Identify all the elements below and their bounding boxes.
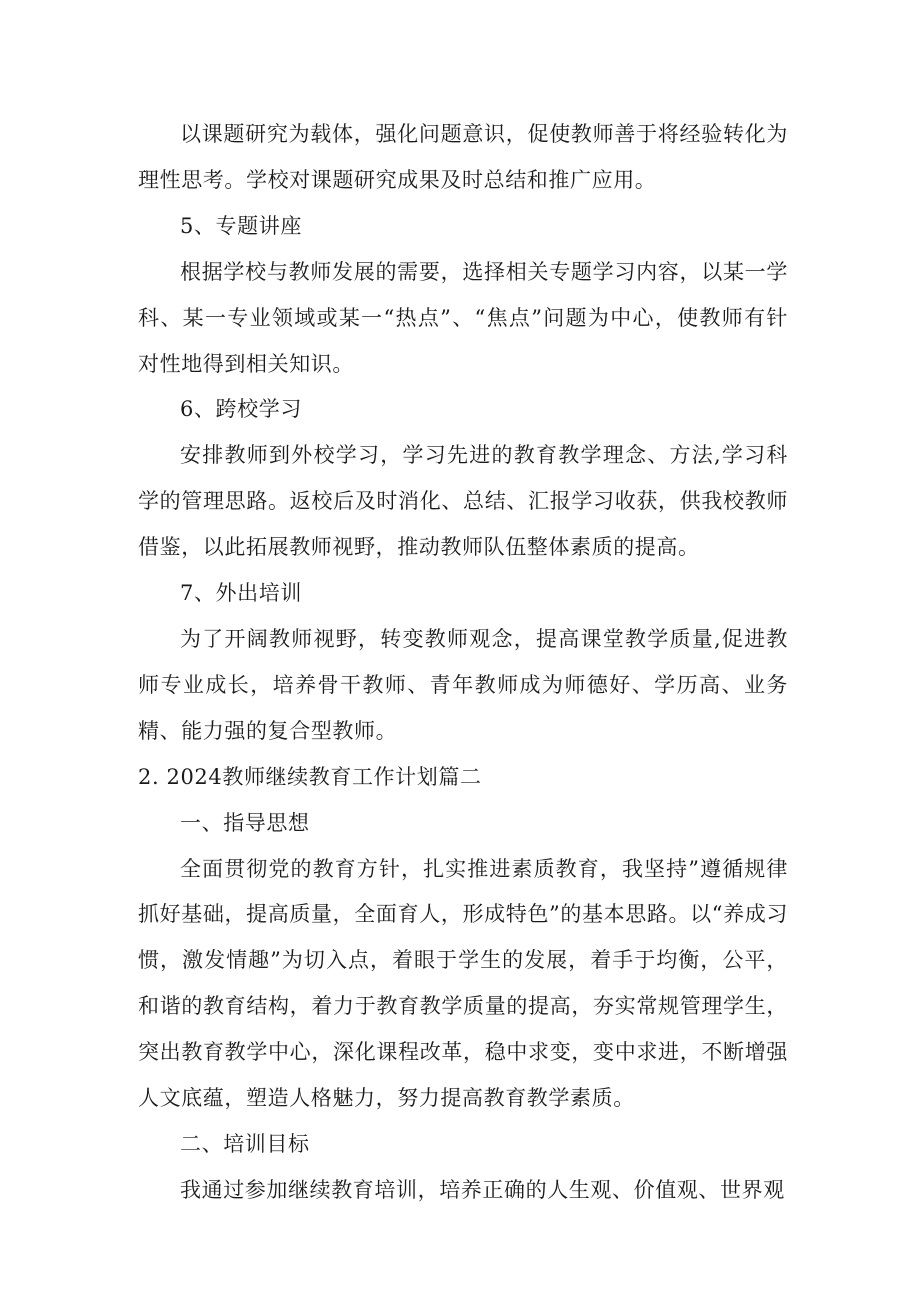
heading-training-goals: 二、培训目标 — [180, 1131, 310, 1156]
heading-cross-school: 6、跨校学习 — [180, 397, 302, 422]
paragraph-lecture: 根据学校与教师发展的需要，选择相关专题学习内容，以某一学科、某一专业领域或某一“热点”、“焦点”问题为中心，使教师有针对性地得到相关知识。 — [138, 259, 788, 376]
heading-special-lecture: 5、专题讲座 — [180, 213, 302, 238]
section-title-part-two: 2. 2024教师继续教育工作计划篇二 — [138, 764, 482, 789]
heading-external-training: 7、外出培训 — [180, 581, 302, 606]
heading-guiding-ideology: 一、指导思想 — [180, 810, 310, 835]
paragraph-research: 以课题研究为载体，强化问题意识，促使教师善于将经验转化为理性思考。学校对课题研究成果及时总结和推广应用。 — [138, 122, 788, 192]
paragraph-training-goals: 我通过参加继续教育培训，培养正确的人生观、价值观、世界观 — [180, 1177, 785, 1202]
document-body — [138, 112, 788, 1214]
paragraph-external-training: 为了开阔教师视野，转变教师观念，提高课堂教学质量,促进教师专业成长，培养骨干教师、青年教师成为师德好、学历高、业务精、能力强的复合型教师。 — [138, 626, 788, 743]
paragraph-cross-school: 安排教师到外校学习，学习先进的教育教学理念、方法,学习科学的管理思路。返校后及时消化、总结、汇报学习收获，供我校教师借鉴，以此拓展教师视野，推动教师队伍整体素质的提高。 — [138, 443, 788, 560]
paragraph-guiding-ideology: 全面贯彻党的教育方针，扎实推进素质教育，我坚持”遵循规律抓好基础，提高质量，全面育人，形成特色”的基本思路。以“养成习惯，激发情趣”为切入点，着眼于学生的发展，着手于均衡，公平，和谐的教育结构，着力于教育教学质量的提高，夯实常规管理学生，突出教育教学中心，深化课程改革，稳中求变，变中求进，不断增强人文底蕴，塑造人格魅力，努力提高教育教学素质。 — [138, 856, 788, 1111]
